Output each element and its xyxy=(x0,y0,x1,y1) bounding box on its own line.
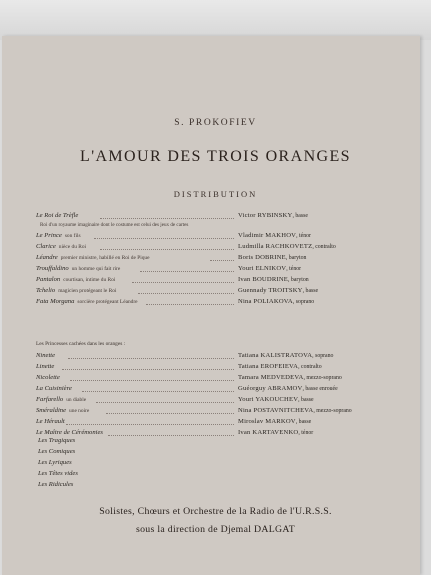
leader-dots xyxy=(210,259,234,261)
singer-name: Guéorguy ABRAMOV xyxy=(238,385,303,392)
cast-row xyxy=(36,231,398,241)
leader-dots xyxy=(138,292,234,294)
singer-name: Vladimir MAKHOV xyxy=(238,232,297,239)
voice-type: , soprano xyxy=(312,353,334,359)
leader-dots xyxy=(66,423,234,425)
cast-role xyxy=(36,362,54,372)
cast-row xyxy=(36,297,398,307)
singer-name: Ivan KARTAVENKO xyxy=(238,429,299,436)
singer-name: Tatiana EROFEIEVA xyxy=(238,363,299,370)
section-heading: DISTRIBUTION xyxy=(173,189,258,199)
princesses-label: Les Princesses cachées dans les oranges : xyxy=(36,341,126,347)
role-name: Le Maître de Cérémonies xyxy=(36,429,103,436)
voice-type: , ténor xyxy=(298,430,314,436)
leader-dots xyxy=(106,412,234,414)
role-name: Le Hérault xyxy=(36,418,65,425)
opera-title: L'AMOUR DES TROIS ORANGES xyxy=(80,148,351,165)
chorus-group: Les Lyriques xyxy=(38,459,72,466)
voice-type: , soprano xyxy=(292,299,315,305)
cast-singer xyxy=(238,211,308,221)
role-name: Clarice xyxy=(36,243,56,250)
cast-row xyxy=(36,275,398,285)
cast-singer xyxy=(238,417,311,427)
role-name: Farfarello xyxy=(36,396,64,403)
cast-role xyxy=(36,297,138,307)
cast-singer xyxy=(238,384,338,394)
leader-dots xyxy=(100,248,234,250)
role-name: La Cuisinière xyxy=(36,385,72,392)
cast-row xyxy=(36,253,398,263)
singer-name: Miroslav MARKOV xyxy=(238,418,296,425)
voice-type: , basse xyxy=(295,419,312,425)
role-name: Linette xyxy=(36,363,55,370)
leader-dots xyxy=(70,379,234,381)
cast-row xyxy=(36,417,398,427)
cast-singer xyxy=(238,406,352,416)
singer-name: Youri YAKOUCHEV xyxy=(238,396,299,403)
cast-role xyxy=(36,253,150,263)
voice-type: , basse xyxy=(292,213,308,219)
chorus-group: Les Ridicules xyxy=(38,481,74,488)
singer-name: Youri ELNIKOV xyxy=(238,265,287,272)
cast-role xyxy=(36,395,86,405)
cast-singer xyxy=(238,286,318,296)
singer-name: Nina POSTAVNITCHEVA xyxy=(238,407,314,414)
cast-role xyxy=(36,211,78,221)
cast-singer xyxy=(238,264,301,274)
voice-type: , basse enrouée xyxy=(302,386,338,392)
cast-role xyxy=(36,417,65,427)
singer-name: Nina POLIAKOVA xyxy=(238,298,293,305)
voice-type: , basse xyxy=(302,288,319,294)
cast-singer xyxy=(238,297,314,307)
cast-row xyxy=(36,264,398,274)
footer-line-2: sous la direction de Djemal DALGAT xyxy=(135,524,296,535)
role-name: Le Prince xyxy=(36,232,62,239)
role-description: sorcière protégeant Léandre xyxy=(77,299,138,305)
cast-role xyxy=(36,351,55,361)
singer-name: Ludmilla RACHKOVETZ xyxy=(238,243,313,250)
leader-dots xyxy=(108,434,234,436)
voice-type: , baryton xyxy=(285,255,307,261)
cast-singer xyxy=(238,231,311,241)
voice-type: , mezzo-soprano xyxy=(313,408,352,414)
cast-singer xyxy=(238,253,306,263)
voice-type: , baryton xyxy=(288,277,309,283)
composer-name: S. PROKOFIEV xyxy=(174,118,257,128)
cast-row xyxy=(36,373,398,383)
role-description: un homme qui fait rire xyxy=(71,266,121,272)
cast-role xyxy=(36,264,120,274)
leader-dots xyxy=(94,237,234,239)
chorus-group: Les Têtes vides xyxy=(38,470,78,477)
cast-role xyxy=(36,275,115,285)
cast-singer xyxy=(238,351,333,361)
voice-type: , mezzo-soprano xyxy=(303,375,342,381)
role-name: Sméraldine xyxy=(36,407,67,414)
cast-singer xyxy=(238,275,309,285)
voice-type: , contralto xyxy=(312,244,336,250)
leader-dots xyxy=(132,281,234,283)
cast-singer xyxy=(238,428,313,438)
singer-name: Victor RYBINSKY xyxy=(238,212,293,219)
voice-type: , basse xyxy=(298,397,314,403)
cast-row xyxy=(36,406,398,416)
cast-role xyxy=(36,286,116,296)
singer-name: Ivan BOUDRINE xyxy=(238,276,289,283)
chorus-group: Les Tragiques xyxy=(38,437,76,444)
role-description: un diable xyxy=(66,397,87,403)
leader-dots xyxy=(100,217,234,219)
role-description: une noire xyxy=(69,408,90,414)
cast-role xyxy=(36,384,72,394)
leader-dots xyxy=(68,357,234,359)
voice-type: , contralto xyxy=(298,364,322,370)
role-description: son fils xyxy=(64,233,81,239)
cast-row xyxy=(36,428,398,438)
cast-row xyxy=(36,395,398,405)
leader-dots xyxy=(96,401,234,403)
role-description: nièce du Roi xyxy=(58,244,87,250)
cast-row xyxy=(36,211,398,221)
role-name: Pantalon xyxy=(36,276,61,283)
cast-row xyxy=(36,384,398,394)
leader-dots xyxy=(146,303,234,305)
king-description: Roi d'un royaume imaginaire dont le costume est celui des jeux de cartes xyxy=(40,222,189,228)
cast-row xyxy=(36,286,398,296)
cast-singer xyxy=(238,395,314,405)
chorus-group: Les Comiques xyxy=(38,448,76,455)
cast-row xyxy=(36,242,398,252)
role-name: Nicolette xyxy=(36,374,60,381)
singer-name: Guennady TROITSKY xyxy=(238,287,303,294)
role-name: Fata Morgana xyxy=(36,298,75,305)
role-name: Tchelio xyxy=(36,287,56,294)
cast-role xyxy=(36,242,86,252)
leader-dots xyxy=(62,368,234,370)
cast-role xyxy=(36,373,60,383)
singer-name: Boris DOBRINE xyxy=(238,254,286,261)
leader-dots xyxy=(82,390,234,392)
singer-name: Tamara MEDVEDEVA xyxy=(238,374,304,381)
cast-singer xyxy=(238,362,322,372)
role-name: Léandre xyxy=(36,254,58,261)
role-description: premier ministre, habillé en Roi de Pique xyxy=(60,255,150,261)
voice-type: , ténor xyxy=(296,233,311,239)
role-name: Le Roi de Trèfle xyxy=(36,212,79,219)
footer-line-1: Solistes, Chœurs et Orchestre de la Radio de l'U.R.S.S. xyxy=(99,506,332,517)
role-name: Trouffaldino xyxy=(36,265,69,272)
role-description: magicien protégeant le Roi xyxy=(58,288,117,294)
cast-role xyxy=(36,406,89,416)
voice-type: , ténor xyxy=(286,266,302,272)
cast-row xyxy=(36,362,398,372)
role-description: courtisan, intime du Roi xyxy=(63,277,116,283)
singer-name: Tatiana KALISTRATOVA xyxy=(238,352,313,359)
leader-dots xyxy=(140,270,234,272)
cast-role xyxy=(36,231,81,241)
cast-singer xyxy=(238,242,336,252)
role-name: Ninette xyxy=(36,352,56,359)
cast-singer xyxy=(238,373,342,383)
cast-row xyxy=(36,351,398,361)
